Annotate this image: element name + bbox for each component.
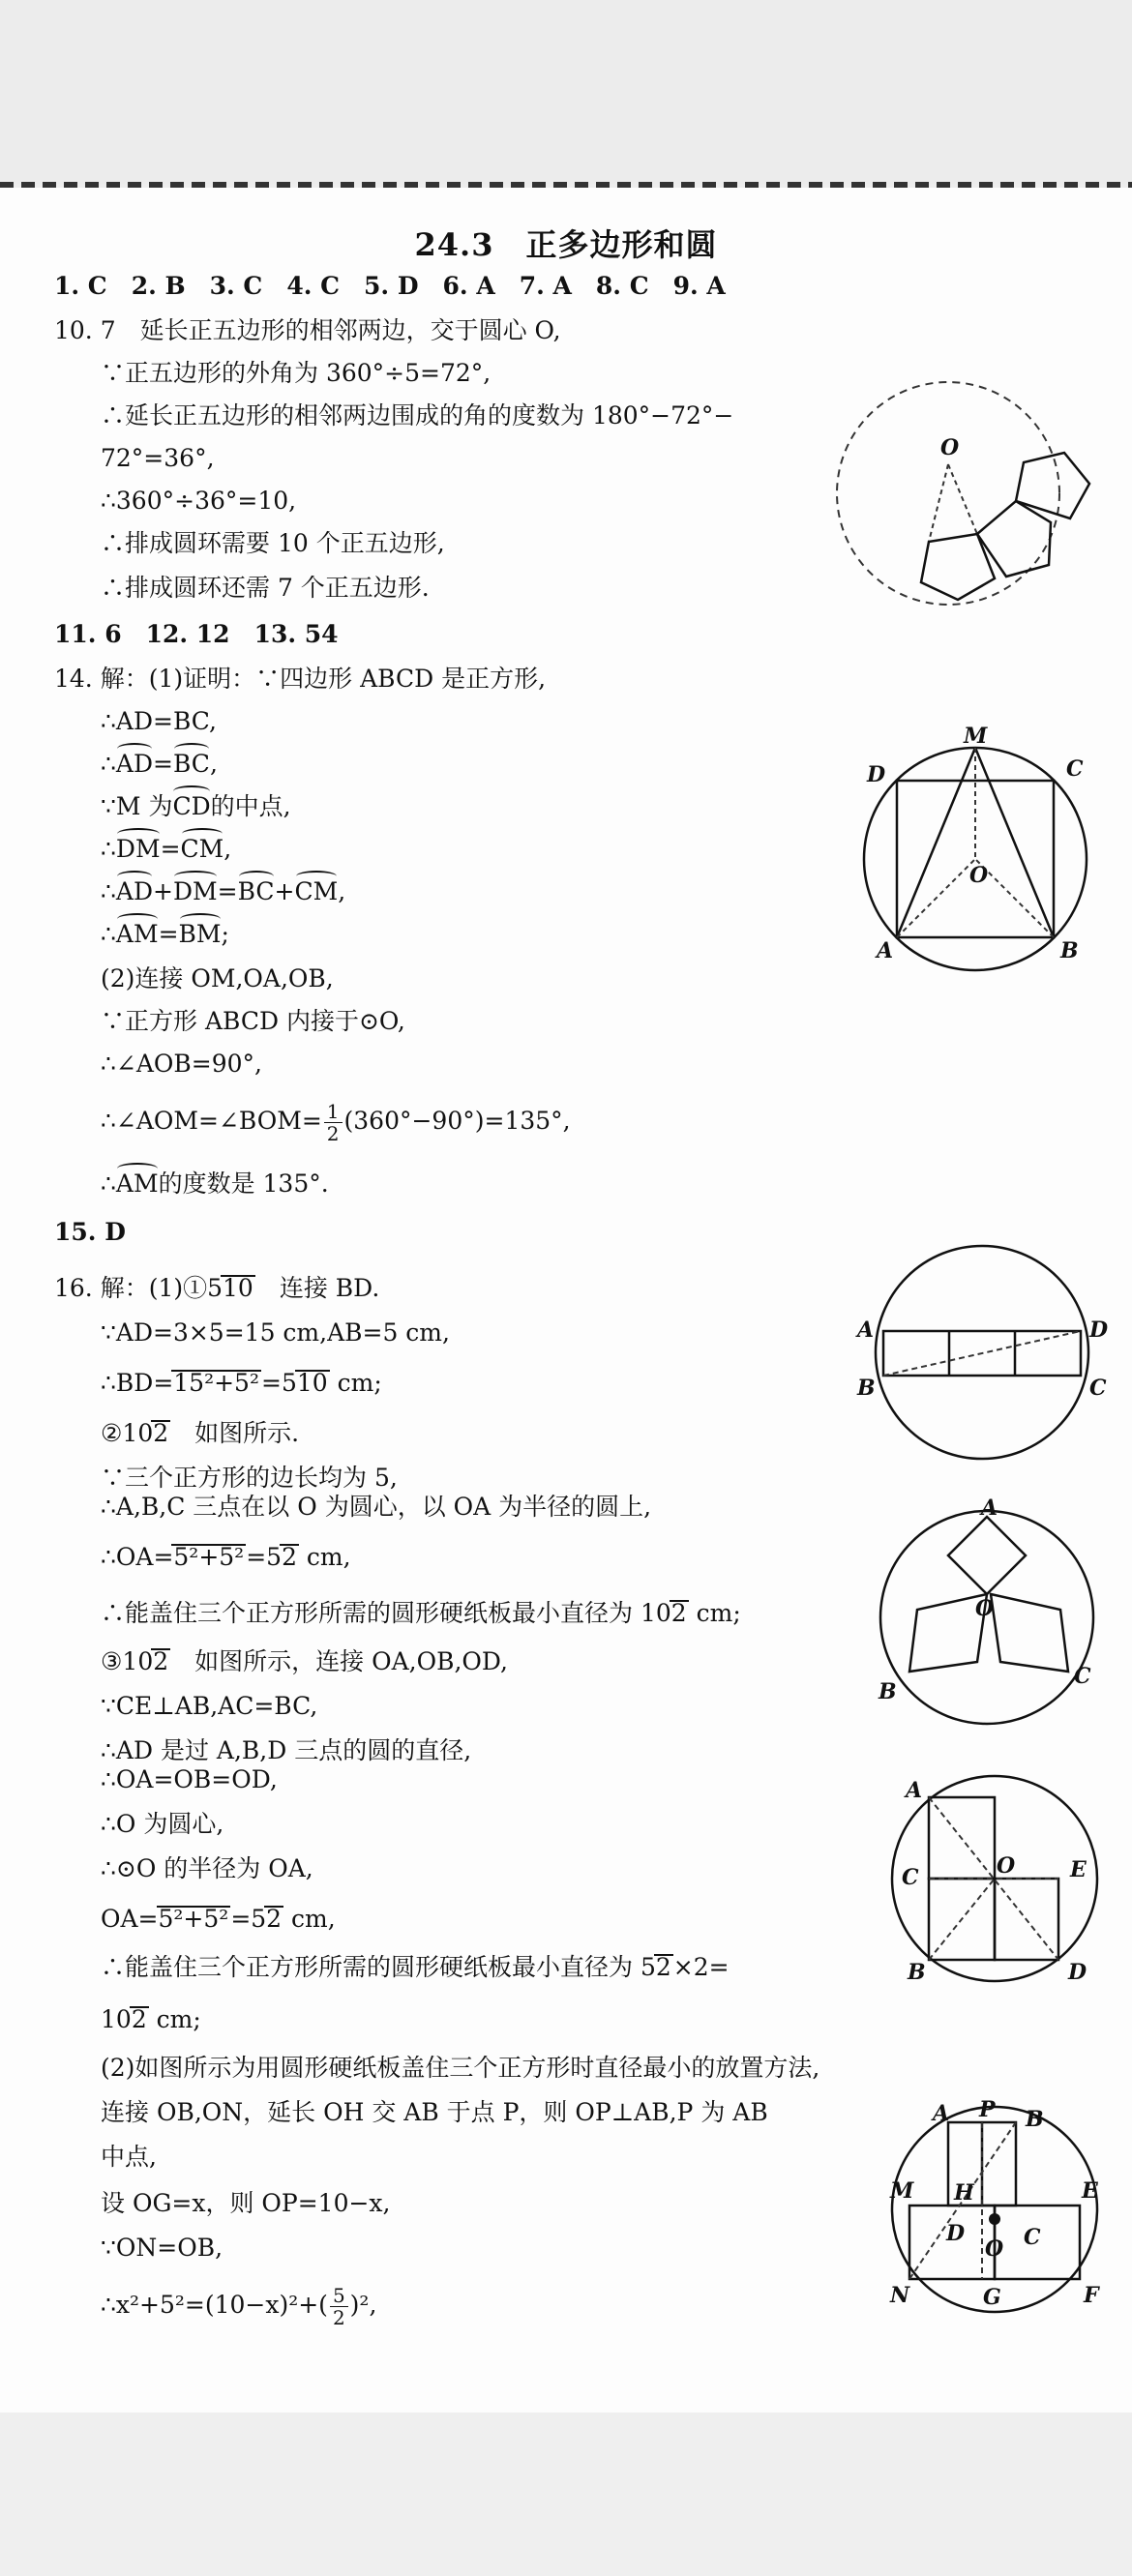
bottom-margin xyxy=(0,2413,1132,2576)
q14-line-1: ∴AD=BC, xyxy=(101,707,217,735)
three-squares-stacked-figure xyxy=(890,1780,1103,2002)
answer-15: 15. D xyxy=(54,1218,126,1246)
q16-line-7: ∴能盖住三个正方形所需的圆形硬纸板最小直径为 102 cm; xyxy=(101,1599,741,1627)
q14-line-7: (2)连接 OM,OA,OB, xyxy=(101,964,334,992)
q10-line-5: ∴排成圆环需要 10 个正五边形, xyxy=(101,529,445,557)
answers-1-9: 1. C 2. B 3. C 4. C 5. D 6. A 7. A 8. C 9. A xyxy=(54,272,726,300)
svg-text:C: C xyxy=(1066,756,1084,782)
q16-line-15: ∴能盖住三个正方形所需的圆形硬纸板最小直径为 52×2= xyxy=(101,1953,730,1981)
svg-text:M: M xyxy=(964,724,988,749)
q16-line-1: ∵AD=3×5=15 cm,AB=5 cm, xyxy=(101,1318,450,1347)
svg-text:B: B xyxy=(857,1376,876,1401)
q10-line-1: ∵正五边形的外角为 360°÷5=72°, xyxy=(101,359,492,387)
q16-line-13: ∴⊙O 的半径为 OA, xyxy=(101,1854,313,1882)
q16-line-9: ∵CE⊥AB,AC=BC, xyxy=(101,1692,318,1720)
q14-line-2: ∴AD=BC, xyxy=(101,750,218,778)
svg-text:E: E xyxy=(1070,1857,1087,1882)
svg-text:B: B xyxy=(879,1679,897,1704)
svg-text:C: C xyxy=(1024,2225,1041,2250)
svg-text:D: D xyxy=(1089,1318,1109,1343)
svg-text:O: O xyxy=(940,435,960,460)
q10-line-3: 72°=36°, xyxy=(101,444,215,472)
q16-line-3: ②102 如图所示. xyxy=(101,1419,300,1447)
q16-line-11: ∴OA=OB=OD, xyxy=(101,1765,278,1793)
q14-line-5: ∴AD+DM=BC+CM, xyxy=(101,877,346,905)
svg-text:E: E xyxy=(1082,2178,1098,2204)
q16-line-19: 中点, xyxy=(101,2143,157,2171)
q14-line-10: ∴∠AOM=∠BOM= $\frac{1}{2}$ (360°−90°)=135°, xyxy=(101,1100,571,1145)
top-margin xyxy=(0,0,1132,184)
svg-text:B: B xyxy=(908,1960,926,1985)
q14-line-9: ∴∠AOB=90°, xyxy=(101,1050,262,1078)
svg-text:O: O xyxy=(997,1853,1016,1879)
q14-head: 14. 解：(1)证明：∵四边形 ABCD 是正方形, xyxy=(54,665,547,693)
q16-line-6: ∴OA=5²+5²=52 cm, xyxy=(101,1543,351,1571)
q16-line-12: ∴O 为圆心, xyxy=(101,1810,224,1838)
svg-text:H: H xyxy=(954,2180,974,2206)
square-inscribed-figure xyxy=(851,725,1113,977)
svg-text:D: D xyxy=(946,2221,966,2246)
svg-text:F: F xyxy=(1084,2283,1099,2308)
q16-line-14: OA=5²+5²=52 cm, xyxy=(101,1905,336,1933)
three-squares-row-figure xyxy=(851,1267,1113,1441)
svg-text:A: A xyxy=(877,938,894,963)
svg-text:D: D xyxy=(867,762,886,787)
q16-line-17: (2)如图所示为用圆形硬纸板盖住三个正方形时直径最小的放置方法, xyxy=(101,2054,820,2082)
svg-text:D: D xyxy=(1068,1960,1087,1985)
q14-line-6: ∴AM=BM; xyxy=(101,920,229,948)
q16-line-20: 设 OG=x，则 OP=10−x, xyxy=(101,2189,391,2217)
q16-line-10: ∴AD 是过 A,B,D 三点的圆的直径, xyxy=(101,1736,472,1764)
svg-text:O: O xyxy=(975,1596,995,1621)
svg-text:A: A xyxy=(906,1778,923,1803)
svg-text:B: B xyxy=(1026,2107,1044,2132)
svg-text:N: N xyxy=(890,2283,910,2308)
svg-text:C: C xyxy=(902,1865,919,1890)
svg-text:B: B xyxy=(1060,938,1079,963)
q16-line-2: ∴BD=15²+5²=510 cm; xyxy=(101,1369,382,1397)
svg-text:A: A xyxy=(981,1495,998,1521)
svg-text:A: A xyxy=(933,2101,950,2126)
three-squares-tilted-figure xyxy=(871,1495,1103,1712)
svg-text:P: P xyxy=(979,2097,996,2122)
q14-line-3: ∵M 为CD的中点, xyxy=(101,792,291,820)
q16-line-5: ∴A,B,C 三点在以 O 为圆心，以 OA 为半径的圆上, xyxy=(101,1493,652,1521)
svg-text:M: M xyxy=(890,2178,914,2204)
answers-11-13: 11. 6 12. 12 13. 54 xyxy=(54,620,339,648)
q10-head: 10. 7 延长正五边形的相邻两边，交于圆心 O, xyxy=(54,316,561,344)
section-title: 24.3 正多边形和圆 xyxy=(414,226,718,263)
pentagon-ring-figure xyxy=(832,358,1103,629)
svg-text:O: O xyxy=(985,2236,1004,2262)
q10-line-6: ∴排成圆环还需 7 个正五边形. xyxy=(101,574,430,602)
q14-line-4: ∴DM=CM, xyxy=(101,835,232,863)
svg-text:A: A xyxy=(857,1318,875,1343)
svg-text:C: C xyxy=(1074,1664,1091,1689)
q14-line-11: ∴AM的度数是 135°. xyxy=(101,1170,329,1198)
svg-text:C: C xyxy=(1089,1376,1107,1401)
optimal-placement-figure xyxy=(890,2097,1103,2325)
q16-line-18: 连接 OB,ON，延长 OH 交 AB 于点 P，则 OP⊥AB,P 为 AB xyxy=(101,2098,768,2126)
q10-line-2: ∴延长正五边形的相邻两边围成的角的度数为 180°−72°− xyxy=(101,401,734,429)
q16-line-4: ∵三个正方形的边长均为 5, xyxy=(101,1464,398,1492)
q16-line-21: ∵ON=OB, xyxy=(101,2234,223,2262)
q16-line-16: 102 cm; xyxy=(101,2005,201,2033)
svg-text:G: G xyxy=(983,2285,1001,2310)
svg-text:O: O xyxy=(969,863,989,888)
q16-head: 16. 解：(1)①510 连接 BD. xyxy=(54,1274,380,1302)
q14-line-8: ∵正方形 ABCD 内接于⊙O, xyxy=(101,1007,405,1035)
q16-line-22: ∴x²+5²=(10−x)²+( $\frac{5}{2}$ )², xyxy=(101,2284,377,2329)
q10-line-4: ∴360°÷36°=10, xyxy=(101,487,297,515)
q16-line-8: ③102 如图所示，连接 OA,OB,OD, xyxy=(101,1647,508,1675)
